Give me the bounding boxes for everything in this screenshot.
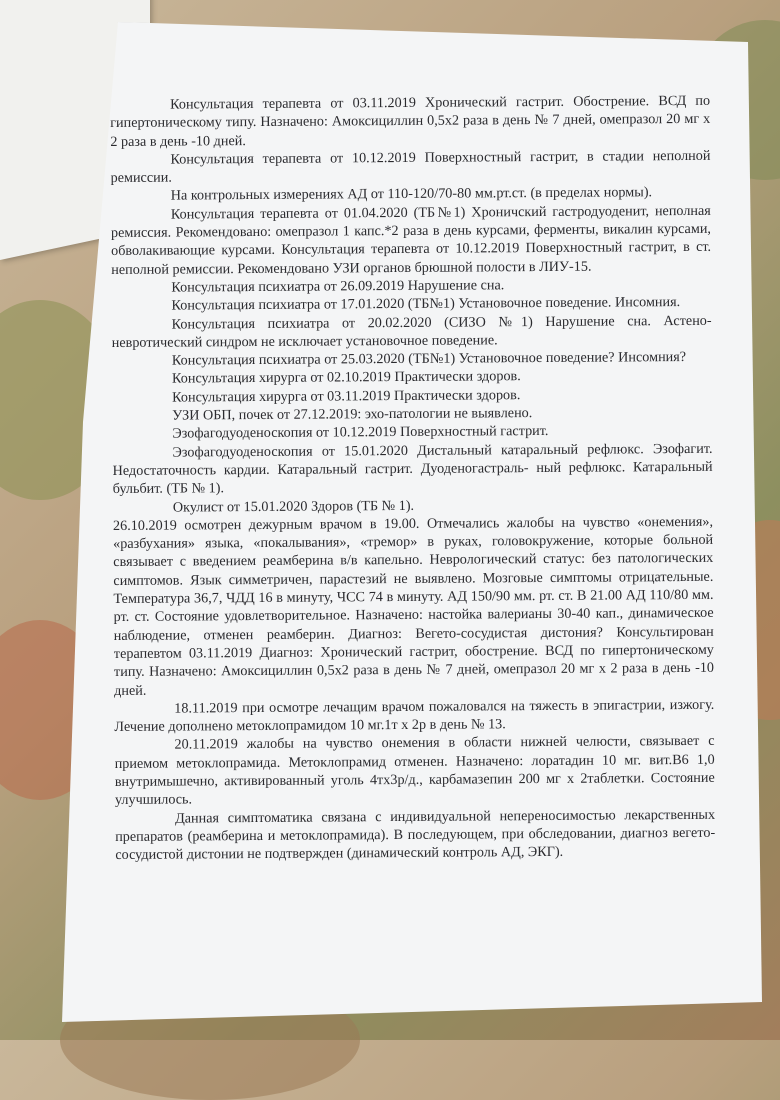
paragraph-2019-11-18: 18.11.2019 при осмотре лечащим врачом пожаловался на тяжесть в эпигастрии, изжогу. Лечение дополнено метоклопрамидом 10 мг.1т х 2р в день № 13.: [114, 696, 715, 736]
paragraph-psychiatrist-2020-03: Консультация психиатра от 25.03.2020 (ТБ№1) Установочное поведение? Инсомния?: [171, 349, 687, 369]
paragraph-therapist-2020-04: Консультация терапевта от 01.04.2020 (ТБ№1) Хроничский гастродуоденит, неполная ремиссия. Рекомендовано: омепразол 1 капс.*2 раза в день курсами, ферменты, викалин курсами, обволакивающие курсами. Консультация терапевта от 10.12.2019 Поверхностный гастрит, в ст. неполной ремиссии. Рекомендовано УЗИ органов брюшной полости в ЛИУ-15.: [110, 202, 712, 278]
paragraph-duty-doctor-exam: 26.10.2019 осмотрен дежурным врачом в 19.00. Отмечались жалобы на чувство «онемения», «разбухания» языка, «покалывания», «тремор» в руках, головокружение, которые больной связывает с введением реамберина в/в капельно. Неврологический статус: без патологических симптомов. Язык симметричен, парастезий не выявлено. Мозговые симптомы отрицательные. Температура 36,7, ЧДД 16 в минуту, ЧСС 74 в минуту. АД 150/90 мм. рт. ст. В 21.00 АД 110/80 мм. рт. ст. Состояние удовлетворительное. Назначено: настойка валерианы 30-40 кап., динамическое наблюдение, отменен реамберин. Диагноз: Вегето-сосудистая дистония? Консультирован терапевтом 03.11.2019 Диагноз: Хронический гастрит, обострение. ВСД по гипертоническому типу. Назначено: Амоксициллин 0,5х2 раза в день № 7 дней, омепразол 20 мг х 2 раза в день -10 дней.: [112, 513, 715, 699]
paragraph-bp-measurements: На контрольных измерениях АД от 110-120/70-80 мм.рт.ст. (в пределах нормы).: [170, 184, 653, 205]
paragraph-therapist-2019-11: Консультация терапевта от 03.11.2019 Хронический гастрит. Обострение. ВСД по гипертоническому типу. Назначено: Амоксициллин 0,5х2 раза в день № 7 дней, омепразол 20 мг х 2 раза в день -10 дней.: [110, 92, 711, 150]
paragraph-surgeon-2019-10: Консультация хирурга от 02.10.2019 Практически здоров.: [171, 368, 521, 388]
paragraph-2019-11-20: 20.11.2019 жалобы на чувство онемения в области нижней челюсти, связывает с приемом метоклопрамида. Метоклопрамид отменен. Назначено: лоратадин 10 мг. вит.В6 1,0 внутримышечно, активированный уголь 4тх3р/д., карбамазепин 200 мг х 2таблетки. Состояние улучшилось.: [114, 733, 715, 809]
paragraph-surgeon-2019-11: Консультация хирурга от 03.11.2019 Практически здоров.: [172, 386, 521, 406]
paragraph-egd-2019-12: Эзофагодуоденоскопия от 10.12.2019 Поверхностный гастрит.: [172, 423, 549, 442]
paragraph-psychiatrist-2019-09: Консультация психиатра от 26.09.2019 Нарушение сна.: [171, 277, 505, 296]
paragraph-ultrasound: УЗИ ОБП, почек от 27.12.2019: эхо-патологии не выявлено.: [172, 405, 533, 424]
paragraph-psychiatrist-2020-02: Консультация психиатра от 20.02.2020 (СИЗО №1) Нарушение сна. Астено-невротический синдром не исключает установочное поведение.: [111, 312, 712, 351]
paragraph-oculist: Окулист от 15.01.2020 Здоров (ТБ № 1).: [172, 497, 415, 516]
paragraph-therapist-2019-12: Консультация терапевта от 10.12.2019 Поверхностный гастрит, в стадии неполной ремиссии.: [110, 147, 711, 187]
paragraph-egd-2020-01: Эзофагодуоденоскопия от 15.01.2020 Дистальный катаральный рефлюкс. Эзофагит. Недостаточность кардии. Катаральный гастрит. Дуоденогастраль- ный рефлюкс. Катаральный бульбит. (ТБ № 1).: [112, 440, 713, 498]
document-text: [110, 92, 715, 865]
paragraph-psychiatrist-2020-01: Консультация психиатра от 17.01.2020 (ТБ№1) Установочное поведение. Инсомния.: [171, 294, 681, 314]
paragraph-conclusion: Данная симптоматика связана с индивидуальной непереносимостью лекарственных препаратов (реамберина и метоклопрамида). В последующем, при обследовании, диагноз вегето-сосудистой дистонии не подтвержден (динамический контроль АД, ЭКГ).: [115, 806, 716, 864]
